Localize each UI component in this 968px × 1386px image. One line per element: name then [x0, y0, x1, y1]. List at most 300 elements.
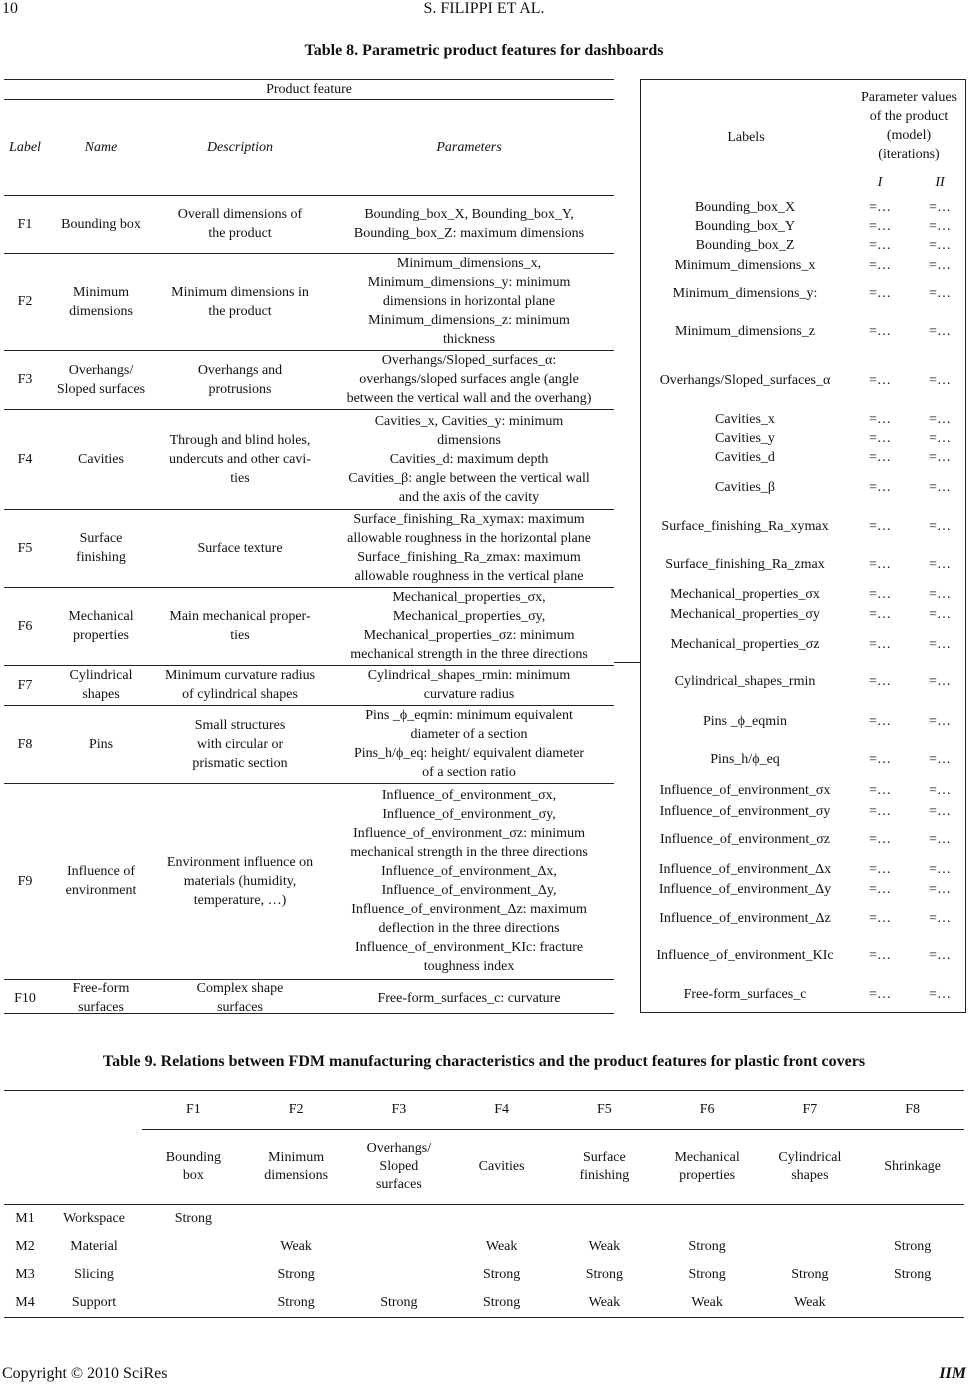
- iteration-II-value: =…: [929, 450, 951, 465]
- feature-name-line: Cavities: [78, 451, 124, 467]
- iteration-II-header: II: [935, 175, 945, 190]
- feature-name: [759, 1130, 862, 1205]
- feature-label: F5: [4, 510, 46, 588]
- relation-cell: Weak: [485, 1239, 518, 1254]
- parameter-line: Influence_of_environment_σz: minimum: [353, 826, 585, 841]
- feature-name-line: box: [182, 1168, 204, 1183]
- feature-description: [156, 706, 324, 784]
- parameter-value-row: [641, 909, 967, 928]
- feature-row: [4, 196, 614, 254]
- parameter-label: Influence_of_environment_σz: [659, 832, 831, 847]
- feature-id-row: [4, 1091, 964, 1130]
- feature-name: [450, 1130, 553, 1205]
- feature-id: F3: [348, 1091, 451, 1130]
- feature-name-line: dimensions: [264, 1168, 329, 1183]
- parameter-line: Cylindrical_shapes_rmin: minimum: [367, 668, 571, 683]
- parameter-label: Surface_finishing_Ra_zmax: [665, 557, 825, 572]
- parameter-line: between the vertical wall and the overhang): [346, 391, 592, 406]
- parameter-group: [326, 627, 612, 664]
- iteration-I-value: =…: [869, 519, 891, 534]
- relation-cell: Weak: [656, 1289, 759, 1318]
- iteration-II-value: =…: [929, 948, 951, 963]
- relation-cell: [142, 1233, 245, 1261]
- col-name: Name: [84, 139, 118, 155]
- relation-cell: [142, 1261, 245, 1289]
- table8-features: [4, 79, 614, 1018]
- feature-row: [4, 784, 614, 980]
- parameter-group: [326, 312, 612, 349]
- parameter-label: Cavities_y: [715, 431, 775, 446]
- feature-name-line: Cavities: [478, 1159, 525, 1174]
- parameter-line: Minimum_dimensions_z: minimum: [368, 313, 570, 328]
- iteration-I-value: =…: [869, 219, 891, 234]
- parameter-values-header: [851, 88, 967, 164]
- parameter-values-header-line: of the product: [869, 109, 949, 124]
- feature-description: [156, 784, 324, 980]
- feature-description-line: prismatic section: [192, 755, 288, 771]
- relation-cell: Strong: [585, 1267, 624, 1282]
- feature-id: F7: [759, 1091, 862, 1130]
- parameter-value-row: [641, 946, 967, 965]
- feature-label: F8: [4, 706, 46, 784]
- parameter-line: curvature radius: [423, 687, 515, 702]
- parameter-values-header-line: (model): [886, 128, 932, 143]
- relation-cell: Weak: [759, 1289, 862, 1318]
- relation-cell: [759, 1205, 862, 1234]
- iteration-I-value: =…: [869, 882, 891, 897]
- relation-cell: [348, 1261, 451, 1289]
- parameter-value-row: [641, 429, 967, 448]
- parameter-label: Bounding_box_Y: [694, 219, 796, 234]
- parameter-line: toughness index: [423, 959, 515, 974]
- parameter-line: allowable roughness in the vertical plane: [354, 569, 584, 584]
- relation-cell: Strong: [893, 1239, 932, 1254]
- feature-description-line: Complex shape: [196, 981, 284, 997]
- feature-label: F6: [4, 588, 46, 666]
- parameter-line: thickness: [442, 332, 496, 347]
- characteristic-row: [4, 1233, 964, 1261]
- parameter-value-row: [641, 985, 967, 1004]
- feature-name: [142, 1130, 245, 1205]
- journal-name: IIM: [939, 1365, 966, 1382]
- feature-name-row: [4, 1130, 964, 1205]
- feature-description-line: ties: [230, 470, 250, 486]
- parameter-label: Bounding_box_X: [694, 200, 796, 215]
- parameter-line: mechanical strength in the three directions: [350, 647, 588, 662]
- characteristic-id: M4: [4, 1289, 46, 1318]
- parameter-values-header-line: (iterations): [878, 147, 940, 162]
- iteration-II-value: =…: [929, 286, 951, 301]
- feature-parameters: [324, 410, 614, 510]
- parameter-value-row: [641, 448, 967, 467]
- parameter-line: and the axis of the cavity: [398, 489, 540, 505]
- feature-name-line: environment: [65, 883, 137, 898]
- parameter-value-row: [641, 410, 967, 429]
- feature-name-line: dimensions: [69, 303, 133, 319]
- feature-description-line: materials (humidity,: [183, 873, 297, 889]
- parameter-line: Influence_of_environment_Δx,: [381, 864, 557, 879]
- relation-cell: Strong: [482, 1267, 521, 1282]
- relation-cell: Weak: [280, 1239, 312, 1254]
- feature-name-line: Free-form: [72, 981, 130, 997]
- parameter-line: of a section ratio: [422, 765, 516, 780]
- iteration-I-value: =…: [869, 324, 891, 339]
- feature-name-line: Sloped surfaces: [56, 381, 146, 397]
- parameter-line: Pins _ϕ_eqmin: minimum equivalent: [365, 708, 573, 723]
- characteristic-name: Support: [46, 1289, 142, 1318]
- parameter-value-row: [641, 284, 967, 303]
- feature-name: [46, 666, 156, 706]
- parameter-value-row: [641, 322, 967, 341]
- feature-parameters: [324, 351, 614, 410]
- feature-name: [46, 706, 156, 784]
- feature-description: [156, 510, 324, 588]
- relation-cell: Strong: [893, 1267, 932, 1282]
- feature-label: F3: [4, 351, 46, 410]
- parameter-value-row: [641, 672, 967, 691]
- iteration-II-value: =…: [929, 238, 951, 253]
- feature-id: F5: [553, 1091, 656, 1130]
- iteration-I-value: =…: [869, 431, 891, 446]
- iteration-II-value: =…: [929, 637, 951, 652]
- feature-description-line: undercuts and other cavi-: [169, 451, 311, 467]
- feature-row: [4, 510, 614, 588]
- parameter-line: Cavities_x, Cavities_y: minimum: [374, 413, 564, 429]
- col-parameters: Parameters: [436, 139, 502, 155]
- labels-header: Labels: [727, 130, 765, 145]
- parameter-line: Surface_finishing_Ra_xymax: maximum: [353, 512, 585, 527]
- feature-row: [4, 666, 614, 706]
- feature-name: [46, 588, 156, 666]
- parameter-value-row: [641, 198, 967, 217]
- feature-name: [245, 1130, 348, 1205]
- parameter-value-row: [641, 517, 967, 536]
- parameter-group: [326, 990, 612, 1008]
- parameter-group: [326, 549, 612, 586]
- parameter-line: Influence_of_environment_σx,: [381, 788, 557, 803]
- feature-name-line: properties: [73, 628, 129, 643]
- iteration-I-value: =…: [869, 286, 891, 301]
- iteration-I-value: =…: [869, 258, 891, 273]
- feature-description: [156, 980, 324, 1018]
- feature-description-line: Small structures: [194, 717, 286, 733]
- feature-id: F2: [245, 1091, 348, 1130]
- parameter-label: Cylindrical_shapes_rmin: [674, 674, 816, 689]
- parameter-line: Overhangs/Sloped_surfaces_α:: [381, 353, 557, 368]
- iteration-I-value: =…: [869, 674, 891, 689]
- feature-name: [46, 510, 156, 588]
- parameter-value-row: [641, 605, 967, 624]
- feature-description-line: of cylindrical shapes: [182, 687, 298, 702]
- parameter-line: Minimum_dimensions_x,: [396, 256, 542, 271]
- feature-description-line: Overhangs and: [197, 362, 283, 378]
- iteration-I-value: =…: [869, 911, 891, 926]
- feature-description: [156, 351, 324, 410]
- parameter-group: [326, 745, 612, 782]
- parameter-group: [326, 863, 612, 900]
- iteration-I-value: =…: [869, 832, 891, 847]
- iteration-II-value: =…: [929, 258, 951, 273]
- iteration-II-value: =…: [929, 557, 951, 572]
- parameter-line: dimensions: [437, 432, 501, 448]
- relation-cell: [450, 1205, 553, 1234]
- relation-cell: Strong: [348, 1289, 451, 1318]
- feature-row: [4, 351, 614, 410]
- parameter-label: Cavities_β: [714, 480, 775, 495]
- feature-label: F1: [4, 196, 46, 254]
- relation-cell: Strong: [791, 1267, 829, 1282]
- feature-row: [4, 980, 614, 1018]
- parameter-line: Mechanical_properties_σy,: [392, 609, 546, 624]
- parameter-group: [326, 825, 612, 862]
- feature-parameters: [324, 588, 614, 666]
- feature-parameters: [324, 666, 614, 706]
- iteration-I-value: =…: [869, 948, 891, 963]
- table9-relations: [4, 1090, 964, 1318]
- parameter-label: Influence_of_environment_Δx: [658, 862, 832, 877]
- feature-name-line: Minimum: [268, 1150, 325, 1165]
- feature-name: [46, 784, 156, 980]
- feature-name-line: Cylindrical: [69, 668, 133, 683]
- feature-name-line: Bounding box: [61, 216, 141, 232]
- feature-description: [156, 666, 324, 706]
- col-label: Label: [9, 139, 41, 155]
- parameter-line: Influence_of_environment_KIc: fracture: [354, 940, 584, 955]
- relation-cell: [142, 1289, 245, 1318]
- relation-cell: [553, 1205, 656, 1234]
- parameter-group: [326, 707, 612, 744]
- feature-name-line: shapes: [82, 687, 120, 702]
- empty-cell: [4, 1130, 46, 1205]
- parameter-label: Mechanical_properties_σy: [670, 607, 820, 622]
- empty-cell: [46, 1091, 142, 1130]
- relation-cell: Strong: [277, 1267, 315, 1282]
- iteration-II-value: =…: [929, 674, 951, 689]
- iteration-I-value: =…: [869, 480, 891, 495]
- characteristic-row: [4, 1289, 964, 1318]
- page-number: 10: [2, 0, 18, 17]
- iteration-II-value: =…: [929, 752, 951, 767]
- feature-parameters: [324, 510, 614, 588]
- feature-description: [156, 588, 324, 666]
- parameter-label: Mechanical_properties_σz: [670, 637, 820, 652]
- parameter-line: diameter of a section: [410, 727, 528, 742]
- iteration-I-value: =…: [869, 804, 891, 819]
- feature-description: [156, 410, 324, 510]
- feature-name-line: finishing: [579, 1168, 630, 1183]
- feature-id: F1: [142, 1091, 245, 1130]
- parameter-line: Cavities_d: maximum depth: [389, 451, 549, 467]
- parameter-line: Minimum_dimensions_y: minimum: [367, 275, 571, 290]
- characteristic-row: [4, 1261, 964, 1289]
- iteration-II-value: =…: [929, 519, 951, 534]
- parameter-line: Influence_of_environment_Δz: maximum: [351, 902, 587, 917]
- iteration-I-value: =…: [869, 373, 891, 388]
- parameter-group: [326, 901, 612, 938]
- parameter-values-header-line: Parameter values: [860, 90, 957, 105]
- parameter-group: [326, 470, 612, 507]
- empty-cell: [4, 1091, 46, 1130]
- feature-name-line: properties: [679, 1168, 736, 1183]
- feature-parameters: [324, 254, 614, 351]
- feature-name-line: Mechanical: [674, 1150, 740, 1165]
- relation-cell: [348, 1205, 451, 1234]
- iteration-I-value: =…: [869, 783, 891, 798]
- iteration-II-value: =…: [929, 832, 951, 847]
- parameter-label: Influence_of_environment_σy: [659, 804, 831, 819]
- parameter-label: Influence_of_environment_KIc: [656, 948, 834, 963]
- parameter-line: deflection in the three directions: [378, 921, 560, 936]
- parameter-line: Mechanical_properties_σx,: [392, 590, 546, 605]
- feature-name: [46, 980, 156, 1018]
- parameter-value-row: [641, 802, 967, 821]
- relation-cell: Strong: [245, 1289, 348, 1318]
- parameter-group: [326, 589, 612, 626]
- feature-name-line: Bounding: [165, 1150, 221, 1165]
- page-header: [0, 0, 968, 22]
- parameter-group: [326, 511, 612, 548]
- relation-cell: [861, 1289, 964, 1318]
- parameter-group: [326, 787, 612, 824]
- parameter-value-row: [641, 256, 967, 275]
- parameter-value-row: [641, 712, 967, 731]
- iteration-II-value: =…: [929, 412, 951, 427]
- relation-cell: Strong: [142, 1205, 245, 1234]
- feature-id: F6: [656, 1091, 759, 1130]
- relation-cell: [245, 1205, 348, 1234]
- parameter-value-row: [641, 635, 967, 654]
- relation-cell: Strong: [688, 1267, 726, 1282]
- parameter-group: [326, 352, 612, 408]
- parameter-label: Pins _ϕ_eqmin: [703, 714, 787, 729]
- iteration-I-value: =…: [869, 637, 891, 652]
- parameter-label: Overhangs/Sloped_surfaces_α: [659, 373, 831, 388]
- parameter-value-row: [641, 880, 967, 899]
- feature-description-line: with circular or: [196, 736, 284, 752]
- iteration-II-value: =…: [929, 862, 951, 877]
- feature-parameters: [324, 980, 614, 1018]
- feature-name-line: Minimum: [72, 284, 129, 300]
- characteristic-name: Workspace: [46, 1205, 142, 1234]
- table9-caption: Table 9. Relations between FDM manufacturing characteristics and the product features for plastic front covers: [102, 1053, 866, 1070]
- iteration-II-value: =…: [929, 882, 951, 897]
- iteration-II-value: =…: [929, 783, 951, 798]
- iteration-I-value: =…: [869, 200, 891, 215]
- relation-cell: Weak: [553, 1289, 656, 1318]
- relation-cell: [861, 1205, 964, 1234]
- feature-label: F2: [4, 254, 46, 351]
- feature-name-line: Shrinkage: [884, 1159, 941, 1174]
- parameter-label: Pins_h/ϕ_eq: [710, 752, 780, 767]
- parameter-value-row: [641, 478, 967, 497]
- parameter-line: dimensions in horizontal plane: [382, 294, 556, 309]
- parameter-group: [326, 939, 612, 976]
- running-authors: S. FILIPPI ET AL.: [423, 0, 545, 17]
- iteration-I-header: I: [877, 175, 883, 190]
- parameter-label: Minimum_dimensions_y:: [672, 286, 818, 301]
- parameter-line: Free-form_surfaces_c: curvature: [377, 990, 561, 1006]
- iteration-I-value: =…: [869, 238, 891, 253]
- parameter-value-row: [641, 217, 967, 236]
- parameter-value-row: [641, 781, 967, 800]
- iteration-II-value: =…: [929, 911, 951, 926]
- feature-description-line: the product: [208, 226, 272, 241]
- relation-cell: [348, 1233, 451, 1261]
- parameter-line: allowable roughness in the horizontal plane: [347, 531, 591, 546]
- characteristic-id: M3: [15, 1267, 35, 1282]
- parameter-line: Pins_h/ϕ_eq: height/ equivalent diameter: [353, 746, 585, 761]
- relation-cell: [656, 1205, 759, 1234]
- iteration-II-value: =…: [929, 431, 951, 446]
- feature-label: F9: [4, 784, 46, 980]
- parameter-line: Cavities_β: angle between the vertical wall: [348, 470, 590, 486]
- parameter-group: [326, 667, 612, 704]
- parameter-line: Surface_finishing_Ra_zmax: maximum: [357, 550, 581, 565]
- product-feature-header: Product feature: [4, 80, 614, 100]
- parameter-label: Influence_of_environment_Δy: [658, 882, 832, 897]
- parameter-label: Free-form_surfaces_c: [683, 987, 807, 1002]
- parameter-values-panel: [640, 79, 966, 1013]
- feature-name-line: surfaces: [375, 1177, 422, 1192]
- parameter-group: [326, 451, 612, 469]
- iteration-I-value: =…: [869, 587, 891, 602]
- parameter-label: Bounding_box_Z: [695, 238, 795, 253]
- feature-row: [4, 588, 614, 666]
- characteristic-name: Material: [70, 1239, 118, 1254]
- parameter-value-row: [641, 750, 967, 769]
- parameter-label: Influence_of_environment_Δz: [659, 911, 831, 926]
- feature-id: F8: [861, 1091, 964, 1130]
- feature-id: F4: [450, 1091, 553, 1130]
- feature-name: [46, 351, 156, 410]
- feature-description-line: surfaces: [217, 1000, 263, 1016]
- empty-cell: [46, 1130, 142, 1205]
- parameter-label: Cavities_d: [715, 450, 775, 465]
- feature-name-line: Influence of: [66, 864, 136, 879]
- feature-description: [156, 196, 324, 254]
- feature-description-line: ties: [230, 628, 250, 643]
- feature-row: [4, 410, 614, 510]
- feature-name-line: Mechanical: [68, 609, 134, 624]
- feature-name-line: Surface: [582, 1150, 626, 1165]
- relation-cell: Strong: [450, 1289, 553, 1318]
- feature-description-line: Environment influence on: [166, 854, 314, 870]
- feature-name-line: Cylindrical: [778, 1150, 842, 1165]
- characteristic-name: Slicing: [74, 1267, 114, 1282]
- feature-name-line: Sloped: [379, 1159, 419, 1174]
- iteration-I-value: =…: [869, 450, 891, 465]
- parameter-label: Minimum_dimensions_x: [674, 258, 816, 273]
- iteration-II-value: =…: [929, 219, 951, 234]
- table8-bottom-rule: [4, 1013, 614, 1014]
- feature-description-line: temperature, …): [193, 892, 287, 908]
- feature-name-line: shapes: [791, 1168, 829, 1183]
- iteration-I-value: =…: [869, 412, 891, 427]
- feature-name-line: surfaces: [78, 1000, 124, 1016]
- parameter-value-row: [641, 830, 967, 849]
- parameter-label: Mechanical_properties_σx: [670, 587, 820, 602]
- parameter-value-row: [641, 860, 967, 879]
- feature-label: F4: [4, 410, 46, 510]
- feature-parameters: [324, 196, 614, 254]
- characteristic-id: M2: [15, 1239, 35, 1254]
- iteration-I-value: =…: [869, 987, 891, 1002]
- parameter-label: Minimum_dimensions_z: [675, 324, 815, 339]
- feature-name-line: finishing: [76, 550, 126, 565]
- feature-name: [46, 196, 156, 254]
- iteration-II-value: =…: [929, 714, 951, 729]
- feature-description-line: Minimum dimensions in: [171, 284, 309, 300]
